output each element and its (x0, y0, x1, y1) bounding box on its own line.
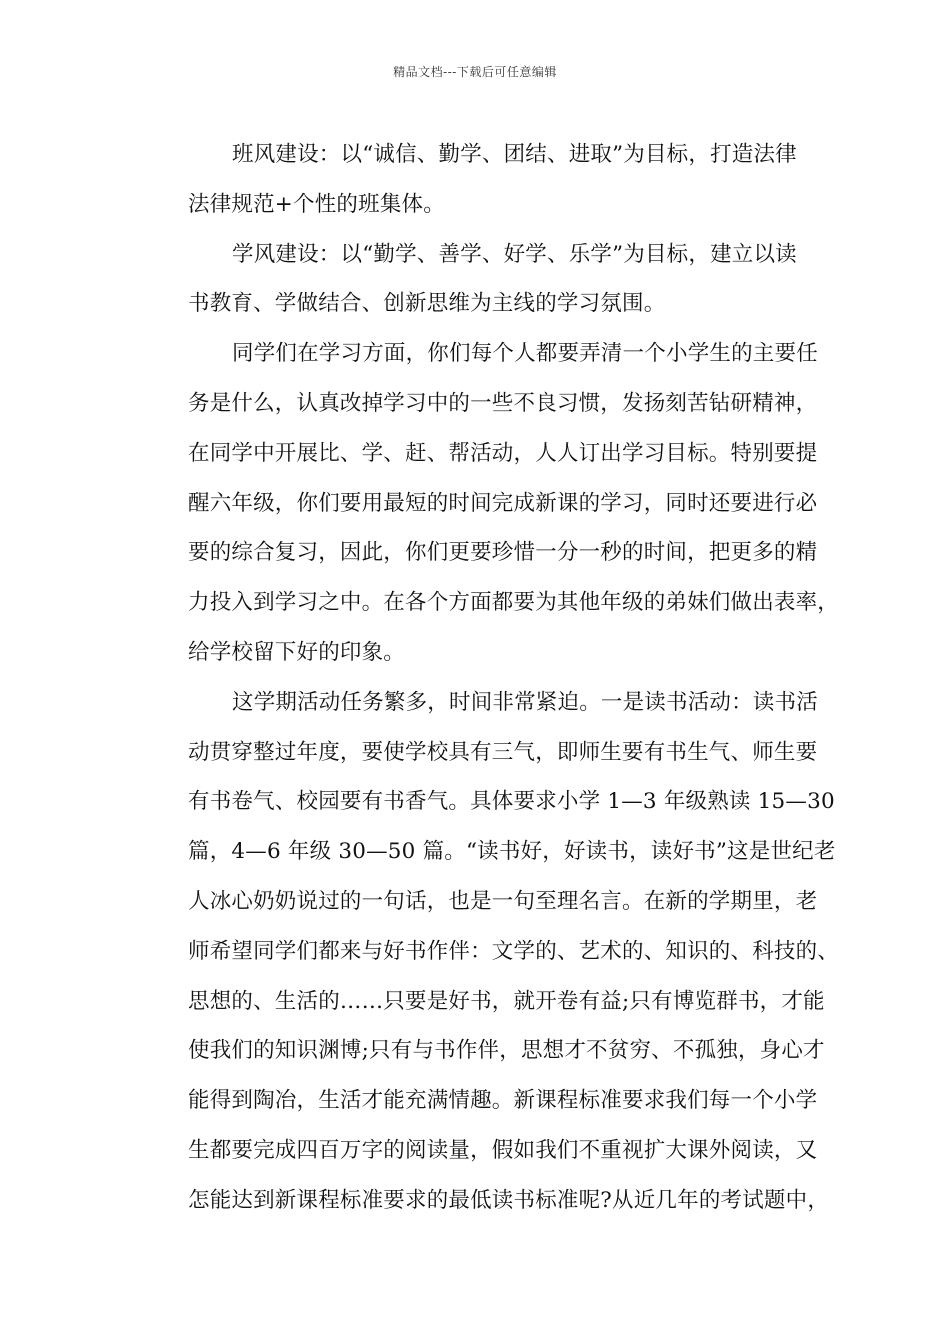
text-line: 篇，4—6 年级 30—50 篇。“读书好，好读书，读好书”这是世纪老 (188, 839, 836, 865)
document-body (145, 130, 840, 1226)
text-line: 班风建设：以“诚信、勤学、团结、进取”为目标，打造法律 (232, 142, 797, 167)
text-line: 人冰心奶奶说过的一句话，也是一句至理名言。在新的学期里，老 (188, 888, 818, 914)
text-line: 思想的、生活的……只要是好书，就开卷有益;只有博览群书，才能 (188, 988, 825, 1014)
text-line: 使我们的知识渊博;只有与书作伴，思想才不贫穷、不孤独，身心才 (188, 1038, 825, 1064)
text-line: 给学校留下好的印象。 (188, 639, 406, 665)
text-line: 法律规范+个性的班集体。 (188, 191, 445, 217)
text-line: 师希望同学们都来与好书作伴：文学的、艺术的、知识的、科技的、 (188, 938, 840, 964)
text-line: 同学们在学习方面，你们每个人都要弄清一个小学生的主要任 (232, 341, 818, 367)
paragraph-class-style (145, 130, 825, 230)
text-line: 生都要完成四百万字的阅读量，假如我们不重视扩大课外阅读，又 (188, 1137, 818, 1163)
text-line: 务是什么，认真改掉学习中的一些不良习惯，发扬刻苦钻研精神， (188, 390, 818, 416)
text-line: 这学期活动任务繁多，时间非常紧迫。一是读书活动：读书活 (232, 689, 818, 715)
paragraph-study-goals (145, 329, 840, 678)
text-line: 要的综合复习，因此，你们更要珍惜一分一秒的时间，把更多的精 (188, 540, 818, 566)
paragraph-study-style (145, 230, 825, 330)
text-line: 能得到陶冶，生活才能充满情趣。新课程标准要求我们每一个小学 (188, 1088, 818, 1114)
text-line: 有书卷气、校园要有书香气。具体要求小学 1—3 年级熟读 15—30 (188, 789, 835, 815)
text-line: 醒六年级，你们要用最短的时间完成新课的学习，同时还要进行必 (188, 490, 818, 516)
text-line: 力投入到学习之中。在各个方面都要为其他年级的弟妹们做出表率， (188, 590, 840, 616)
text-line: 书教育、学做结合、创新思维为主线的学习氛围。 (188, 291, 666, 317)
text-line: 怎能达到新课程标准要求的最低读书标准呢?从近几年的考试题中， (188, 1187, 830, 1213)
page-header: 精品文档---下载后可任意编辑 (393, 65, 557, 79)
paragraph-reading-activity (145, 678, 840, 1226)
text-line: 动贯穿整过年度，要使学校具有三气，即师生要有书生气、师生要 (188, 739, 818, 765)
text-line: 在同学中开展比、学、赶、帮活动，人人订出学习目标。特别要提 (188, 440, 818, 466)
text-line: 学风建设：以“勤学、善学、好学、乐学”为目标，建立以读 (232, 241, 797, 267)
